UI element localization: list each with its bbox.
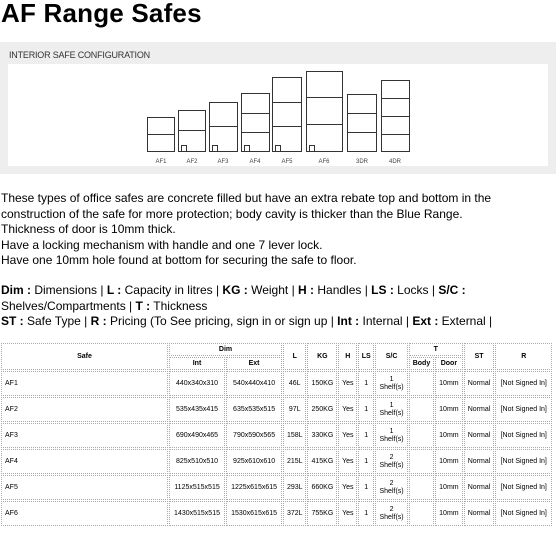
safe-diagram-af6 [307,72,343,152]
legend-val-kg: Weight | [247,283,299,297]
legend-val-t: Thickness [150,298,208,313]
cell-body [409,449,434,474]
cell-safe: AF3 [1,423,168,448]
col-header-int: Int [169,357,225,370]
cell-door: 10mm [435,397,462,422]
cell-sc [375,371,408,396]
cell-r: [Not Signed In] [495,423,552,448]
cell-ls: 1 [358,423,374,448]
cell-st: Normal [464,501,495,526]
cell-h: Yes [338,371,357,396]
cell-body [409,475,434,500]
cell-sc-count: 2 [389,453,394,461]
cell-st: Normal [464,423,495,448]
cell-ext: 635x535x515 [226,397,282,422]
cell-l: 372L [283,501,306,526]
legend-key-l: L : [106,283,122,297]
cell-door: 10mm [435,449,462,474]
cell-r: [Not Signed In] [495,397,552,422]
cell-sc-unit: Shelf(s) [379,435,404,443]
legend-key-dim: Dim : [1,283,31,297]
safe-diagram-af4 [242,94,270,152]
cell-int: 1430x515x515 [169,501,225,526]
cell-l: 97L [283,397,306,422]
cell-h: Yes [338,397,357,422]
col-header-safe: Safe [1,343,168,370]
cell-safe: AF4 [1,449,168,474]
legend-val-l: Capacity in litres | [121,283,223,297]
cell-sc-unit: Shelf(s) [379,513,404,521]
safe-label-af3: AF3 [217,159,229,165]
cell-l: 293L [283,475,306,500]
col-header-sc: S/C [375,343,408,370]
safe-label-af1: AF1 [155,159,167,165]
cell-sc-unit: Shelf(s) [379,409,404,417]
interior-config-panel [0,42,556,174]
cell-sc-count: 1 [389,427,394,435]
safe-label-af4: AF4 [249,159,261,165]
cell-kg: 660KG [307,475,337,500]
cell-int: 690x490x465 [169,423,225,448]
cell-ext: 790x590x565 [226,423,282,448]
legend-val-dim: Dimensions | [31,283,107,297]
col-header-t: T [409,343,463,356]
description-line: These types of office safes are concrete filled but have an extra rebate top and bottom in the construction of the safe for more protection; body cavity is thicker than the Blue Range. [1,191,492,221]
cell-safe: AF1 [1,371,168,396]
cell-l: 158L [283,423,306,448]
safes-table-body [1,371,552,526]
cell-h: Yes [338,475,357,500]
cell-sc-unit: Shelf(s) [379,383,404,391]
legend-key-r: R : [90,314,107,328]
interior-config-label: INTERIOR SAFE CONFIGURATION [9,50,150,60]
table-row [1,449,552,474]
cell-ext: 925x610x610 [226,449,282,474]
cell-sc [375,423,408,448]
cell-sc [375,475,408,500]
col-header-ls: LS [358,343,374,370]
cell-r: [Not Signed In] [495,501,552,526]
col-header-body: Body [409,357,434,370]
legend-key-h: H : [298,283,315,297]
col-header-h: H [338,343,357,370]
safes-table [0,342,553,527]
table-header-row [1,343,552,356]
cell-st: Normal [464,397,495,422]
col-header-ext: Ext [226,357,282,370]
cell-kg: 150KG [307,371,337,396]
cell-ext: 1225x615x615 [226,475,282,500]
cell-door: 10mm [435,371,462,396]
safe-label-3dr: 3DR [355,159,369,165]
safe-diagram-af5 [273,78,302,152]
cell-door: 10mm [435,423,462,448]
legend-line-1 [1,283,553,314]
cell-int: 535x435x415 [169,397,225,422]
col-header-door: Door [435,357,462,370]
cell-ext: 1530x615x615 [226,501,282,526]
cell-int: 825x510x510 [169,449,225,474]
safe-label-af6: AF6 [318,159,330,165]
cell-ls: 1 [358,449,374,474]
cell-st: Normal [464,371,495,396]
legend-val-ls: Locks | [393,283,439,297]
safe-diagram-area [8,64,548,166]
abbreviation-legend [1,283,553,330]
cell-safe: AF5 [1,475,168,500]
cell-kg: 330KG [307,423,337,448]
cell-r: [Not Signed In] [495,449,552,474]
cell-sc-count: 1 [389,375,394,383]
description-line: Thickness of door is 10mm thick. [1,222,176,236]
table-row [1,397,552,422]
legend-key-int: Int : [337,314,360,328]
cell-int: 440x340x310 [169,371,225,396]
safe-label-af5: AF5 [281,159,293,165]
legend-key-ext: Ext : [412,314,439,328]
legend-key-t: T : [135,298,151,313]
cell-sc-unit: Shelf(s) [379,487,404,495]
description-line: Have one 10mm hole found at bottom for securing the safe to floor. [1,253,357,267]
cell-sc [375,397,408,422]
col-header-r: R [495,343,552,370]
legend-val-sc: Shelves/Compartments | [1,298,136,313]
cell-l: 215L [283,449,306,474]
table-row [1,501,552,526]
cell-sc-count: 2 [389,479,394,487]
safe-diagram [8,64,548,166]
cell-l: 46L [283,371,306,396]
cell-ls: 1 [358,501,374,526]
table-row [1,475,552,500]
cell-sc-count: 2 [389,505,394,513]
cell-kg: 415KG [307,449,337,474]
col-header-kg: KG [307,343,337,370]
cell-st: Normal [464,449,495,474]
safe-diagram-3dr [348,95,377,152]
cell-sc [375,449,408,474]
safe-diagram-af1 [148,118,175,152]
legend-key-ls: LS : [371,283,394,297]
cell-h: Yes [338,501,357,526]
cell-ls: 1 [358,397,374,422]
cell-int: 1125x515x515 [169,475,225,500]
cell-r: [Not Signed In] [495,475,552,500]
legend-key-sc: S/C : [438,283,466,297]
safe-diagram-af2 [179,111,206,152]
safe-diagram-af3 [210,103,238,152]
cell-st: Normal [464,475,495,500]
legend-val-ext: External | [438,314,493,328]
cell-ls: 1 [358,475,374,500]
col-header-l: L [283,343,306,370]
cell-safe: AF2 [1,397,168,422]
legend-line-2 [1,314,553,330]
page-title: AF Range Safes [1,0,202,28]
cell-body [409,371,434,396]
col-header-dim: Dim [169,343,282,356]
description-line: Have a locking mechanism with handle and one 7 lever lock. [1,237,323,252]
col-header-st: ST [464,343,495,370]
legend-key-kg: KG : [222,283,248,297]
cell-body [409,501,434,526]
cell-door: 10mm [435,501,462,526]
cell-kg: 755KG [307,501,337,526]
cell-kg: 250KG [307,397,337,422]
table-row [1,371,552,396]
legend-val-h: Handles | [314,283,372,297]
table-row [1,423,552,448]
cell-ls: 1 [358,371,374,396]
cell-ext: 540x440x410 [226,371,282,396]
cell-door: 10mm [435,475,462,500]
cell-h: Yes [338,423,357,448]
description [1,191,553,269]
cell-sc-count: 1 [389,401,394,409]
cell-body [409,397,434,422]
cell-sc-unit: Shelf(s) [379,461,404,469]
legend-key-st: ST : [1,314,24,328]
cell-safe: AF6 [1,501,168,526]
safe-label-af2: AF2 [186,159,198,165]
legend-val-r: Pricing (To See pricing, sign in or sign up | [106,314,338,328]
legend-val-int: Internal | [359,314,413,328]
cell-sc [375,501,408,526]
cell-h: Yes [338,449,357,474]
cell-body [409,423,434,448]
legend-val-st: Safe Type | [23,314,91,328]
safe-label-4dr: 4DR [388,159,402,165]
cell-r: [Not Signed In] [495,371,552,396]
safe-diagram-4dr [382,81,410,152]
